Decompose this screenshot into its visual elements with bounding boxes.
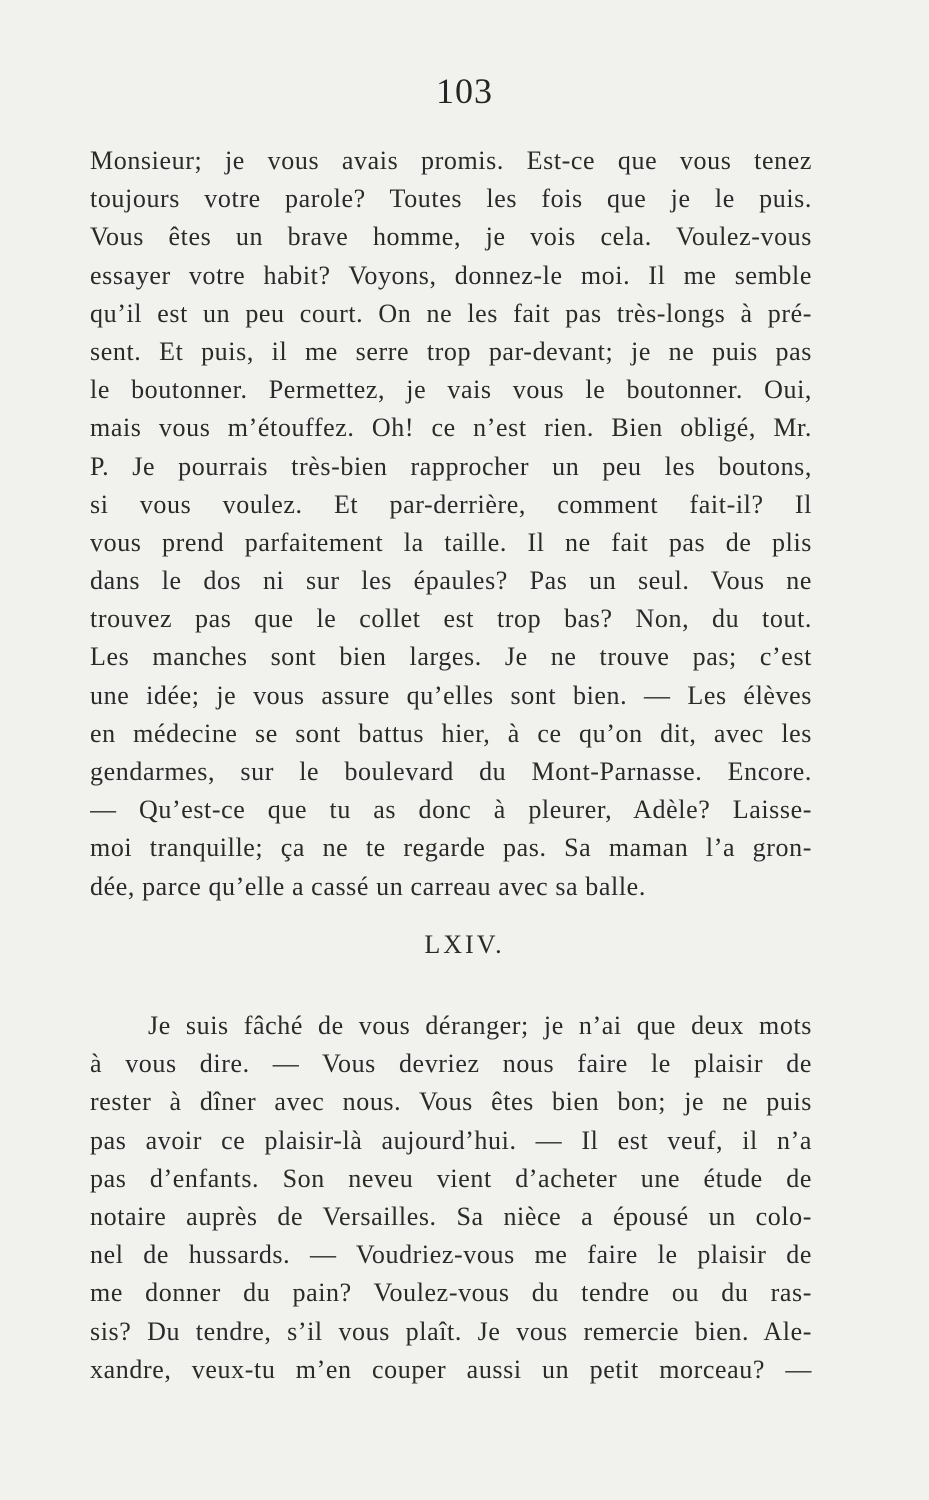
page-number: 103 [436,71,493,111]
text-line: toujours votre parole? Toutes les fois que je le puis. [90,184,812,214]
text-line: pas avoir ce plaisir-là aujourd’hui. — Il est veuf, il n’a [90,1125,812,1155]
paragraph-1 [90,142,812,906]
text-line: gendarmes, sur le boulevard du Mont-Parnasse. Encore. [90,757,812,786]
text-line: le boutonner. Permettez, je vais vous le boutonner. Oui, [90,375,812,405]
text-line: dée, parce qu’elle a cassé un carreau avec sa balle. [90,871,646,901]
text-line: me donner du pain? Voulez-vous du tendre ou du ras- [90,1278,812,1308]
text-line: une idée; je vous assure qu’elles sont bien. — Les élèves [90,680,812,710]
text-line: Les manches sont bien larges. Je ne trouve pas; c’est [90,642,812,672]
paragraph-2 [90,1007,812,1389]
text-line: en médecine se sont battus hier, à ce qu’on dit, avec les [90,718,812,748]
text-line: P. Je pourrais très-bien rapprocher un peu les boutons, [90,451,812,481]
text-line: sis? Du tendre, s’il vous plaît. Je vous remercie bien. Ale- [90,1316,812,1346]
section-heading: LXIV. [424,930,505,959]
text-line: notaire auprès de Versailles. Sa nièce a épousé un colo- [90,1201,812,1231]
text-line: sent. Et puis, il me serre trop par-devant; je ne puis pas [90,336,812,366]
text-line: pas d’enfants. Son neveu vient d’acheter une étude de [90,1163,812,1193]
text-line: essayer votre habit? Voyons, donnez-le moi. Il me semble [90,260,812,290]
text-line: Je suis fâché de vous déranger; je n’ai que deux mots [148,1011,812,1040]
text-line: vous prend parfaitement la taille. Il ne fait pas de plis [90,527,812,557]
text-line: qu’il est un peu court. On ne les fait pas très-longs à pré- [90,298,812,328]
text-line: nel de hussards. — Voudriez-vous me faire le plaisir de [90,1240,812,1270]
text-line: moi tranquille; ça ne te regarde pas. Sa maman l’a gron- [90,833,812,863]
text-line: xandre, veux-tu m’en couper aussi un petit morceau? — [90,1354,812,1384]
text-line: Vous êtes un brave homme, je vois cela. Voulez-vous [90,222,812,252]
text-line: Monsieur; je vous avais promis. Est-ce que vous tenez [90,146,812,175]
text-line: si vous voulez. Et par-derrière, comment fait-il? Il [90,489,812,519]
text-line: dans le dos ni sur les épaules? Pas un seul. Vous ne [90,566,812,596]
text-line: à vous dire. — Vous devriez nous faire le plaisir de [90,1049,812,1079]
text-line: trouvez pas que le collet est trop bas? Non, du tout. [90,604,812,634]
text-line: — Qu’est-ce que tu as donc à pleurer, Adèle? Laisse- [90,795,812,825]
text-line: mais vous m’étouffez. Oh! ce n’est rien. Bien obligé, Mr. [90,413,812,443]
text-line: rester à dîner avec nous. Vous êtes bien bon; je ne puis [90,1087,812,1117]
